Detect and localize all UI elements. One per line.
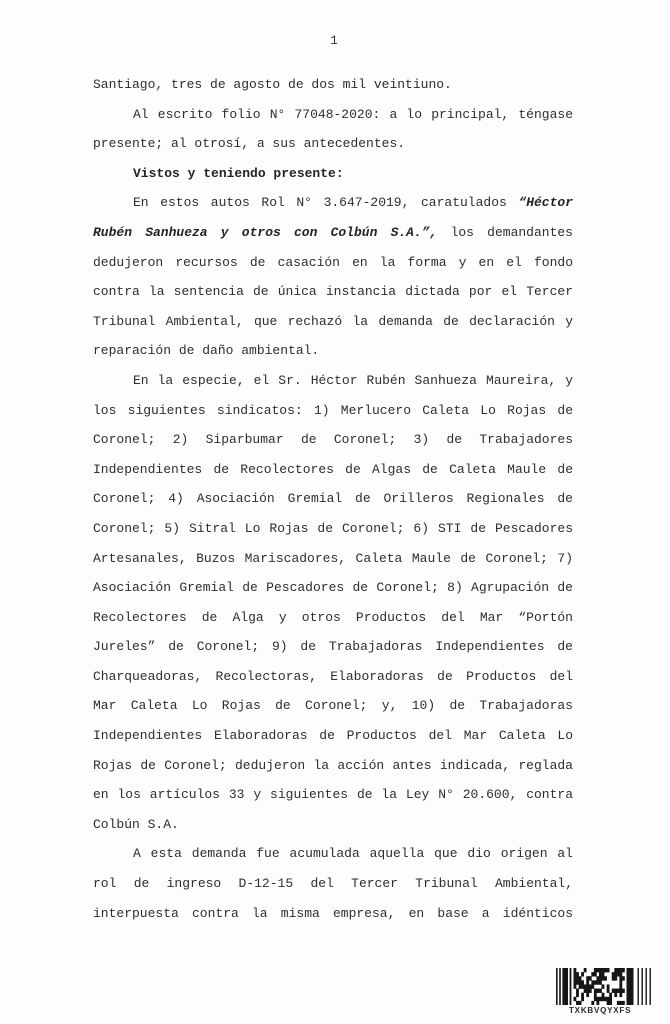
text-segment: Tribunal Ambiental, que rechazó la demanda de declaración y — [93, 313, 573, 329]
text-segment: Coronel; 2) Siparbumar de Coronel; 3) de Trabajadores — [93, 432, 573, 448]
text-segment: Independientes Elaboradoras de Productos del Mar Caleta Lo — [93, 728, 573, 744]
text-line — [93, 277, 573, 307]
text-segment: Colbún S.A. — [93, 816, 179, 832]
text-line — [93, 721, 573, 751]
text-line — [93, 307, 573, 337]
barcode — [556, 968, 658, 1015]
paragraph — [93, 366, 573, 840]
text-line — [93, 632, 573, 662]
text-segment: contra la sentencia de única instancia dictada por el Tercer — [93, 284, 573, 300]
text-line — [93, 514, 573, 544]
text-segment: Charqueadoras, Recolectoras, Elaboradoras de Productos del — [93, 668, 573, 684]
text-line — [93, 780, 573, 810]
text-line — [93, 839, 573, 869]
text-segment: Rojas de Coronel; dedujeron la acción antes indicada, reglada — [93, 757, 573, 773]
paragraph — [93, 159, 573, 189]
text-segment: en los artículos 33 y siguientes de la Ley N° 20.600, contra — [93, 787, 573, 803]
text-line — [93, 603, 573, 633]
page-number: 1 — [330, 33, 338, 48]
text-segment: Mar Caleta Lo Rojas de Coronel; y, 10) de Trabajadoras — [93, 698, 573, 714]
text-segment: En estos autos Rol N° 3.647-2019, caratulados — [133, 195, 519, 211]
text-segment: Coronel; 5) Sitral Lo Rojas de Coronel; 6) STI de Pescadores — [93, 520, 573, 536]
text-segment: Coronel; 4) Asociación Gremial de Orilleros Regionales de — [93, 491, 573, 507]
text-line — [93, 366, 573, 396]
text-segment: reparación de daño ambiental. — [93, 343, 320, 359]
paragraph — [93, 70, 573, 100]
text-line — [93, 455, 573, 485]
text-segment: En la especie, el Sr. Héctor Rubén Sanhueza Maureira, y — [133, 372, 573, 388]
text-line — [93, 425, 573, 455]
paragraph — [93, 100, 573, 159]
text-segment: Independientes de Recolectores de Algas de Caleta Maule de — [93, 461, 573, 477]
text-line — [93, 188, 573, 218]
text-line — [93, 100, 573, 130]
text-line — [93, 810, 573, 840]
barcode-icon — [556, 968, 658, 1005]
text-line — [93, 691, 573, 721]
text-line — [93, 544, 573, 574]
text-line — [93, 484, 573, 514]
text-segment: los demandantes — [437, 224, 573, 240]
text-segment: Artesanales, Buzos Mariscadores, Caleta Maule de Coronel; 7) — [93, 550, 573, 566]
text-segment-emphasis: Rubén Sanhueza y otros con Colbún S.A.”, — [93, 224, 438, 240]
text-line — [93, 336, 573, 366]
text-segment: Santiago, tres de agosto de dos mil veintiuno. — [93, 77, 452, 92]
text-segment: A esta demanda fue acumulada aquella que dio origen al — [133, 846, 573, 862]
document-body — [93, 70, 573, 928]
paragraph — [93, 188, 573, 366]
barcode-code: TXKBVQYXFS — [569, 1006, 632, 1015]
text-line — [93, 869, 573, 899]
text-line — [93, 396, 573, 426]
text-segment: los siguientes sindicatos: 1) Merlucero Caleta Lo Rojas de — [93, 402, 573, 418]
text-line — [93, 573, 573, 603]
text-line — [93, 248, 573, 278]
text-line — [93, 751, 573, 781]
text-segment: interpuesta contra la misma empresa, en base a idénticos — [93, 905, 573, 921]
text-line — [93, 899, 573, 929]
text-segment: dedujeron recursos de casación en la forma y en el fondo — [93, 254, 573, 270]
text-segment-emphasis: “Héctor — [518, 195, 573, 211]
text-segment: Al escrito folio N° 77048-2020: a lo principal, téngase — [133, 106, 573, 122]
text-line — [93, 70, 573, 100]
text-segment: Jureles” de Coronel; 9) de Trabajadoras Independientes de — [93, 639, 573, 655]
text-line — [93, 159, 573, 189]
text-segment: presente; al otrosí, a sus antecedentes. — [93, 136, 406, 152]
text-segment: Asociación Gremial de Pescadores de Coronel; 8) Agrupación de — [93, 580, 573, 596]
text-segment: Recolectores de Alga y otros Productos del Mar “Portón — [93, 609, 573, 625]
text-line — [93, 129, 573, 159]
text-segment: rol de ingreso D-12-15 del Tercer Tribunal Ambiental, — [93, 876, 573, 892]
text-segment-emphasis: Vistos y teniendo presente: — [133, 165, 344, 181]
text-line — [93, 662, 573, 692]
text-line — [93, 218, 573, 248]
paragraph — [93, 839, 573, 928]
